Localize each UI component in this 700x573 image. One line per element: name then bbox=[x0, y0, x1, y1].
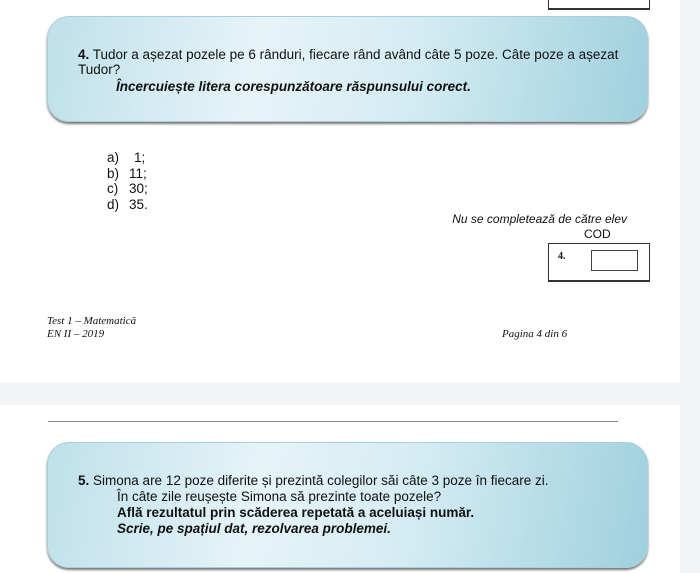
answer-options bbox=[107, 150, 148, 212]
footer-page: Pagina 4 din 6 bbox=[502, 328, 568, 340]
question-5-instruction-italic: Scrie, pe spațiul dat, rezolvarea problemei. bbox=[117, 521, 391, 536]
answer-option[interactable]: a) 1; bbox=[107, 150, 146, 165]
answer-option[interactable]: d) 35. bbox=[107, 196, 148, 212]
question-5-instruction-bold: Află rezultatul prin scăderea repetată a aceluiași număr. bbox=[117, 505, 475, 520]
question-5-question: În câte zile reușește Simona să prezinte toate pozele? bbox=[117, 489, 442, 504]
question-4-instruction: Încercuiește litera corespunzătoare răspunsului corect. bbox=[116, 79, 471, 94]
grading-box bbox=[548, 243, 650, 282]
cod-label: COD bbox=[584, 227, 611, 241]
grading-note: Nu se completează de către elev bbox=[452, 212, 627, 226]
question-5-box bbox=[47, 442, 648, 568]
footer-test: Test 1 – Matematică bbox=[47, 315, 137, 327]
score-field[interactable] bbox=[591, 250, 638, 271]
page-5 bbox=[0, 405, 680, 573]
answer-option[interactable]: b) 11; bbox=[107, 165, 147, 181]
question-4-text: 4. Tudor a așezat pozele pe 6 rânduri, fiecare rând având câte 5 poze. Câte poze a așezat Tudor? bbox=[78, 47, 619, 77]
question-5-text: 5. Simona are 12 poze diferite și prezintă colegilor săi câte 3 poze în fiecare zi. bbox=[78, 473, 549, 488]
question-4-box bbox=[47, 16, 648, 122]
header-rule bbox=[48, 421, 618, 422]
previous-grading-box bbox=[548, 0, 650, 10]
footer-exam: EN II – 2019 bbox=[47, 328, 105, 340]
answer-option[interactable]: c) 30; bbox=[107, 181, 148, 196]
grading-item-label: 4. bbox=[558, 251, 566, 262]
